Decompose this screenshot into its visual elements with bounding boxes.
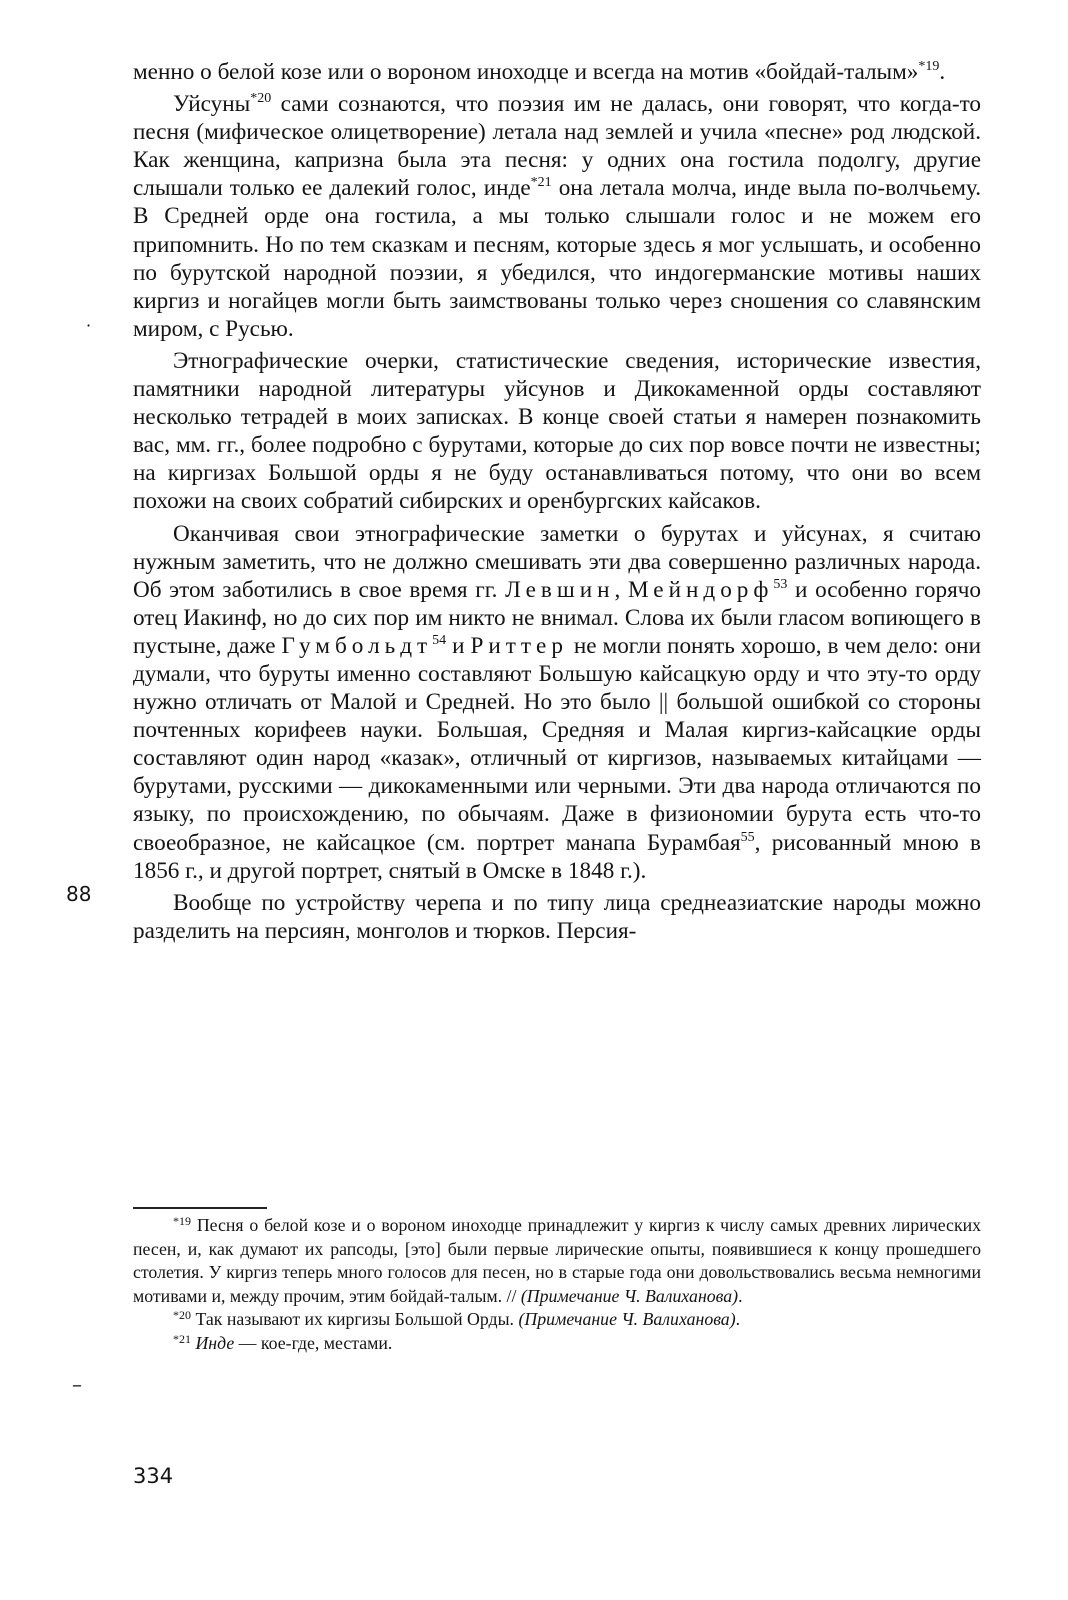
name-meyendorff: Мейндорф: [627, 576, 774, 603]
footnote-20-mark: *20: [173, 1308, 191, 1322]
paragraph-4-part-a: Оканчивая свои этнографические заметки о бурутах и уйсунах, я считаю нужным заметить, что не должно смешивать эти два совершенно различных народа. Об этом заботились в свое время гг.: [133, 520, 981, 603]
footnote-ref-21[interactable]: *21: [530, 175, 552, 191]
footnote-21-text: — кое-где, местами.: [234, 1332, 393, 1353]
footnote-20-text: Так называют их киргизы Большой Орды.: [191, 1309, 519, 1329]
paragraph-2: [133, 90, 981, 343]
name-humboldt: Гумбольдт: [281, 632, 433, 659]
footnote-20: [133, 1308, 981, 1332]
margin-dash: –: [72, 1372, 82, 1396]
paragraph-4-part-e: не могли понять хорошо, в чем дело: они думали, что буруты именно составляют Большую кайсацкую орду и что эту-то орду нужно отличать от Малой и Средней. Но это было || большой ошибкой со стороны почтенных корифеев науки. Большая, Средняя и Малая киргиз-кайсацкие орды составляют один народ «казак», отличный от киргизов, называемых китайцами — бурутами, русскими — дикокаменными или черными. Эти два народа отличаются по языку, по происхождению, по обычаям. Даже в физиономии бурута есть что-то своеобразное, не кайсацкое (см. портрет манапа Бурамбая: [133, 632, 981, 856]
paragraph-4: [133, 520, 981, 885]
name-ritter: Риттер: [470, 632, 568, 659]
paragraph-1-text: менно о белой козе или о вороном иноходце и всегда на мотив «бойдай-талым»: [133, 59, 919, 85]
footnote-21-term: Инде: [195, 1332, 235, 1353]
page-number: 334: [133, 1464, 174, 1488]
paragraph-2-part-c: она летала молча, инде выла по-волчьему. В Средней орде она гостила, а мы только слышали голос и не можем его припомнить. Но по тем сказкам и песням, которые здесь я мог услышать, и особенно по бурутской народной поэзии, я убедился, что индогерманские мотивы наших киргиз и ногайцев могли быть заимствованы только через сношения со славянским миром, с Русью.: [133, 175, 981, 342]
name-levshin: Левшин: [505, 576, 615, 603]
footnote-20-tail: .: [735, 1309, 741, 1329]
main-text: [133, 58, 981, 949]
footnote-separator: [133, 1207, 267, 1209]
footnote-19: [133, 1214, 981, 1308]
margin-page-number: 88: [66, 882, 92, 906]
paragraph-1-tail: .: [939, 59, 946, 85]
paragraph-3: Этнографические очерки, статистические сведения, исторические известия, памятники народной литературы уйсунов и Дикокаменной орды составляют несколько тетрадей в моих записках. В конце своей статьи я намерен познакомить вас, мм. гг., более подробно с бурутами, которые до сих пор вовсе почти не известны; на киргизах Большой орды я не буду останавливаться потому, что они во всем похожи на своих собратий сибирских и оренбургских кайсаков.: [133, 347, 981, 515]
paragraph-4-part-b: ,: [614, 576, 628, 603]
paragraph-5: Вообще по устройству черепа и по типу лица среднеазиатские народы можно разделить на персиян, монголов и тюрков. Персия-: [133, 889, 981, 944]
paragraph-4-part-f: , рисованный мною в 1856 г., и другой портрет, снятый в Омске в 1848 г.).: [133, 829, 981, 884]
footnote-19-note: (Примечание Ч. Валиханова): [520, 1285, 739, 1306]
footnote-21: [133, 1332, 981, 1356]
footnote-19-text: Песня о белой козе и о вороном иноходце принадлежит у киргиз к числу самых древних лирических песен, и, как думают их рапсоды, [это] были первые лирические опыты, появившиеся к концу прошедшего столетия. У киргиз теперь много голосов для песен, но в старые года они довольствовались весьма немногими мотивами и, между прочим, этим бойдай-талым. //: [133, 1215, 981, 1306]
endnote-ref-54[interactable]: 54: [432, 632, 447, 648]
footnote-19-tail: .: [738, 1285, 743, 1306]
paragraph-4-part-d: и: [446, 632, 471, 659]
margin-dot: ·: [86, 316, 92, 335]
paragraph-1: [133, 58, 981, 86]
endnote-ref-55[interactable]: 55: [740, 829, 755, 845]
paragraph-2-part-b: сами сознаются, что поэзия им не далась, они говорят, что когда-то песня (мифическое олицетворение) летала над землей и учила «песне» род людской. Как женщина, капризна была эта песня: у одних она гостила подолгу, другие слышали только ее далекий голос, инде: [133, 91, 981, 202]
paragraph-4-part-c: и особенно горячо отец Иакинф, но до сих пор им никто не внимал. Слова их были гласом вопиющего в пустыне, даже: [133, 576, 982, 659]
footnote-ref-20[interactable]: *20: [250, 91, 272, 107]
endnote-ref-53[interactable]: 53: [773, 576, 788, 592]
footnote-19-mark: *19: [173, 1214, 191, 1228]
footnotes: [133, 1214, 981, 1355]
paragraph-2-part-a: Уйсуны: [173, 91, 251, 118]
footnote-20-note: (Примечание Ч. Валиханова): [518, 1309, 736, 1329]
footnote-ref-19[interactable]: *19: [918, 59, 940, 74]
footnote-21-mark: *21: [173, 1331, 191, 1346]
